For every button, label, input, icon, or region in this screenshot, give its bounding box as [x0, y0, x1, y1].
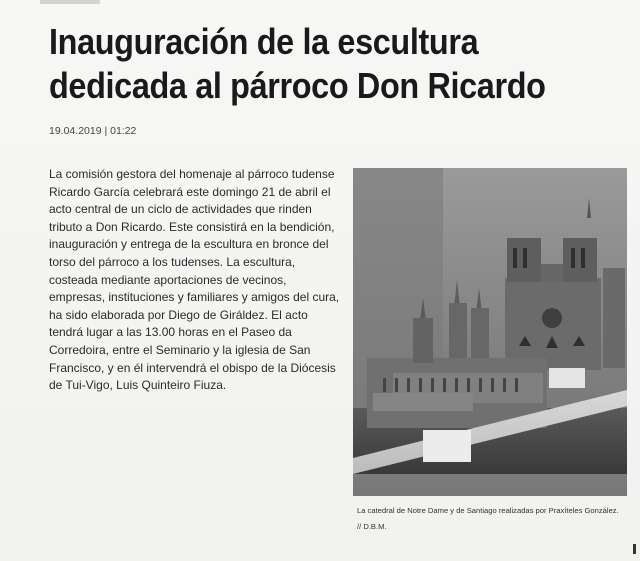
info-placard [423, 430, 471, 462]
article-dateline: 19.04.2019 | 01:22 [49, 125, 137, 137]
cathedral-models-photo [353, 168, 627, 496]
cut-off-text-fragment [40, 0, 100, 4]
article-headline: Inauguración de la escultura dedicada al párroco Don Ricardo [49, 21, 546, 106]
photo-caption: La catedral de Notre Dame y de Santiago realizadas por Praxíteles González. // D.B.M. [357, 506, 619, 531]
page-edge-mark [633, 544, 636, 554]
article-body: La comisión gestora del homenaje al párroco tudense Ricardo García celebrará este domingo 21 de abril el acto central de un ciclo de actividades que rinden tributo a Don Ricardo. Este consistirá en la bendición, inauguración y entrega de la escultura en bronce del torso del párroco a los tudenses. La escultura, costeada mediante aportaciones de vecinos, empresas, instituciones y familiares y amigos del cura, ha sido elaborada por Diego de Giráldez. El acto tendrá lugar a las 13.00 horas en el Paseo da Corredoira, entre el Seminario y la iglesia de San Francisco, y en él intervendrá el obispo de la Diócesis de Tui-Vigo, Luis Quinteiro Fiuza. [49, 167, 340, 393]
article-photo [353, 168, 627, 496]
info-placard [549, 368, 585, 388]
